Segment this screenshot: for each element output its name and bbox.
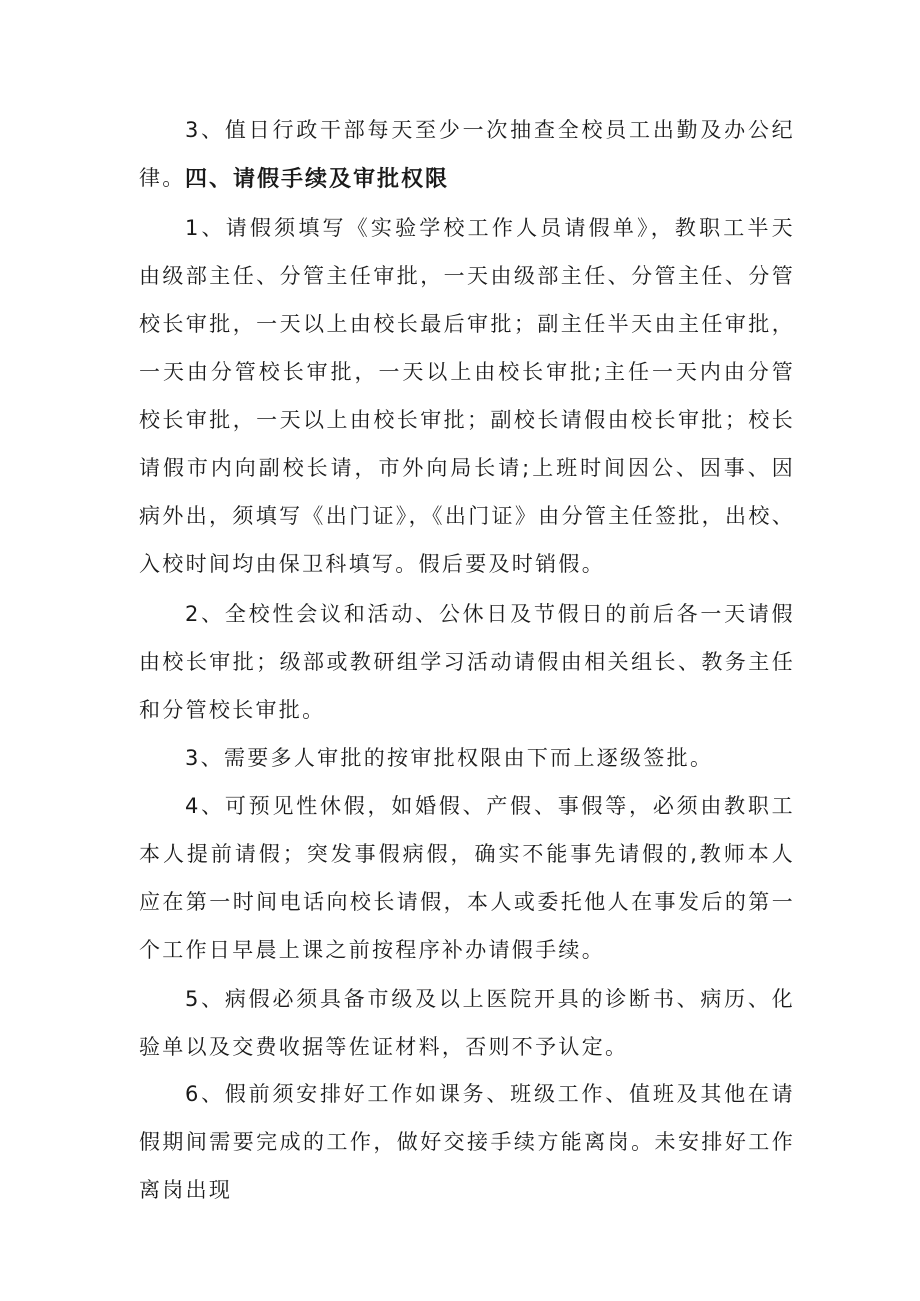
paragraph-sick-leave-evidence: 5、病假必须具备市级及以上医院开具的诊断书、病历、化验单以及交费收据等佐证材料，否则不予认定。: [139, 987, 795, 1059]
paragraph-work-handover: 6、假前须安排好工作如课务、班级工作、值班及其他在请假期间需要完成的工作，做好交接手续方能离岗。未安排好工作离岗出现: [139, 1082, 795, 1202]
paragraph-leave-approval-authority: 1、请假须填写《实验学校工作人员请假单》，教职工半天由级部主任、分管主任审批，一天由级部主任、分管主任、分管校长审批，一天以上由校长最后审批；副主任半天由主任审批，一天由分管校长审批，一天以上由校长审批;主任一天内由分管校长审批，一天以上由校长审批；副校长请假由校长审批；校长请假市内向副校长请，市外向局长请;上班时间因公、因事、因病外出，须填写《出门证》，《出门证》由分管主任签批，出校、入校时间均由保卫科填写。假后要及时销假。: [139, 216, 795, 576]
paragraph-foreseeable-leave: 4、可预见性休假，如婚假、产假、事假等，必须由教职工本人提前请假；突发事假病假，确实不能事先请假的,教师本人应在第一时间电话向校长请假，本人或委托他人在事发后的第一个工作日早晨上课之前按程序补办请假手续。: [139, 794, 795, 962]
paragraph-holiday-leave: 2、全校性会议和活动、公休日及节假日的前后各一天请假由校长审批；级部或教研组学习活动请假由相关组长、教务主任和分管校长审批。: [139, 602, 795, 722]
section-heading-leave-procedures: 四、请假手续及审批权限: [185, 167, 450, 192]
paragraph-multi-approval: 3、需要多人审批的按审批权限由下而上逐级签批。: [185, 746, 714, 770]
paragraph-attendance-check: 3、值日行政干部每天至少一次抽查全校员工出勤及办公纪律。: [139, 118, 795, 190]
